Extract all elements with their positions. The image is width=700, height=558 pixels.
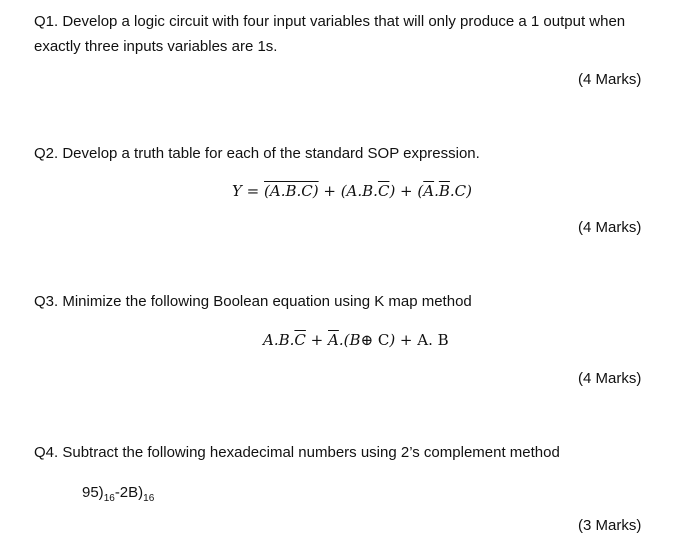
q3-equation <box>263 329 449 351</box>
q3-eq-abar: $\overline{A}$ <box>328 331 339 349</box>
q2-eq-dot: . <box>434 182 439 200</box>
q4-marks: (3 Marks) <box>578 517 642 534</box>
q2-marks: (4 Marks) <box>578 219 642 236</box>
q3-eq-p2: + <box>305 331 328 349</box>
q1-line2: exactly three inputs variables are 1s. <box>34 38 278 55</box>
q2-eq-abar: $\overline{A}$ <box>423 182 435 200</box>
q4-base2: 16 <box>143 493 155 504</box>
q2-eq-plus2: ) + ( <box>389 182 424 200</box>
q3-eq-p3: .(B⊕ <box>338 331 374 349</box>
q1-marks: (4 Marks) <box>578 71 642 88</box>
q2-eq-bbar: $\overline{B}$ <box>438 182 450 200</box>
q4-base1: 16 <box>103 493 115 504</box>
q4-num2: -2B) <box>114 484 144 501</box>
q2-eq-plus1: + (A.B. <box>318 182 378 200</box>
q4-num1: 95) <box>82 484 104 501</box>
q4-numbers <box>82 480 154 507</box>
q2-eq-term1: (A.B.C) <box>264 182 319 200</box>
q2-eq-lhs: Y = <box>232 182 265 200</box>
q3-marks: (4 Marks) <box>578 370 642 387</box>
q3-eq-ab: A. B <box>417 331 449 349</box>
q4-text: Q4. Subtract the following hexadecimal numbers using 2’s complement method <box>34 444 560 461</box>
q2-text: Q2. Develop a truth table for each of the standard SOP expression. <box>34 145 480 162</box>
q2-equation <box>232 180 472 202</box>
q3-eq-c: C <box>373 331 390 349</box>
q2-eq-cbar: $\overline{C}$ <box>377 182 390 200</box>
q3-eq-cbar: $\overline{C}$ <box>294 331 306 349</box>
q1-line1: Q1. Develop a logic circuit with four input variables that will only produce a 1 output when <box>34 13 626 30</box>
q3-text: Q3. Minimize the following Boolean equation using K map method <box>34 293 472 310</box>
q3-eq-p4: ) + <box>389 331 418 349</box>
q2-eq-tail: .C) <box>449 182 473 200</box>
q3-eq-p1: A.B. <box>263 331 295 349</box>
